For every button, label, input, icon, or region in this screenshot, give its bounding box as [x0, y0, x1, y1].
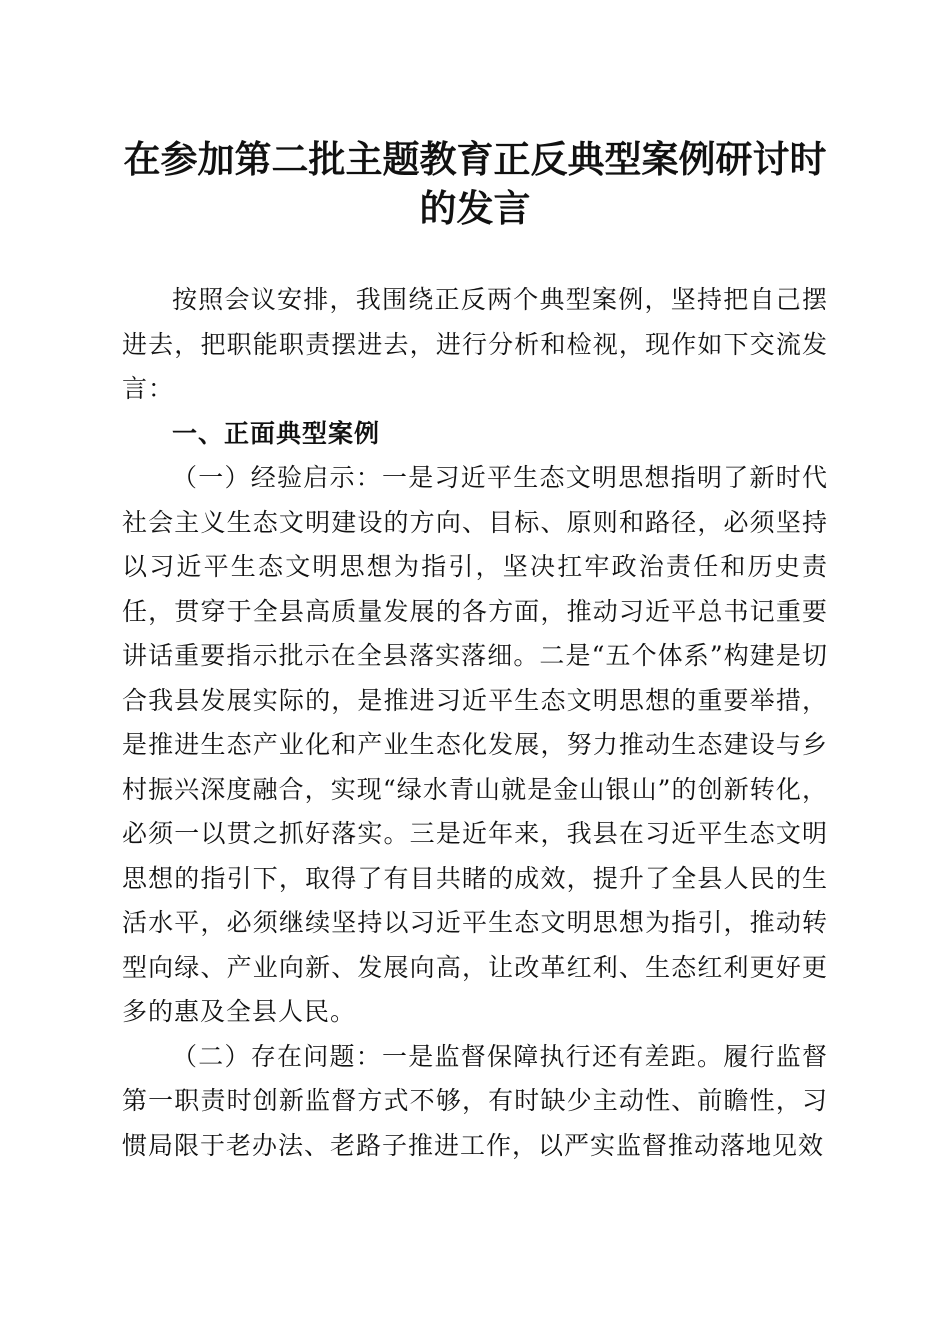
problems-paragraph: （二）存在问题：一是监督保障执行还有差距。履行监督第一职责时创新监督方式不够，有时缺少主动性、前瞻性，习惯局限于老办法、老路子推进工作，以严实监督推动落地见效 — [122, 1041, 828, 1160]
section-heading-positive-cases: 一、正面典型案例 — [172, 418, 381, 448]
document-title: 在参加第二批主题教育正反典型案例研讨时的发言 — [123, 137, 827, 230]
experience-paragraph: （一）经验启示：一是习近平生态文明思想指明了新时代社会主义生态文明建设的方向、目标、原则和路径，必须坚持以习近平生态文明思想为指引，坚决扛牢政治责任和历史责任，贯穿于全县高质量发展的各方面，推动习近平总书记重要讲话重要指示批示在全县落实落细。二是“五个体系”构建是切合我县发展实际的，是推进习近平生态文明思想的重要举措，是推进生态产业化和产业生态化发展，努力推动生态建设与乡村振兴深度融合，实现“绿水青山就是金山银山”的创新转化，必须一以贯之抓好落实。三是近年来，我县在习近平生态文明思想的指引下，取得了有目共睹的成效，提升了全县人民的生活水平，必须继续坚持以习近平生态文明思想为指引，推动转型向绿、产业向新、发展向高，让改革红利、生态红利更好更多的惠及全县人民。 — [122, 463, 828, 1026]
document-body — [122, 278, 828, 1168]
intro-paragraph: 按照会议安排，我围绕正反两个典型案例，坚持把自己摆进去，把职能职责摆进去，进行分析和检视，现作如下交流发言： — [122, 285, 828, 403]
